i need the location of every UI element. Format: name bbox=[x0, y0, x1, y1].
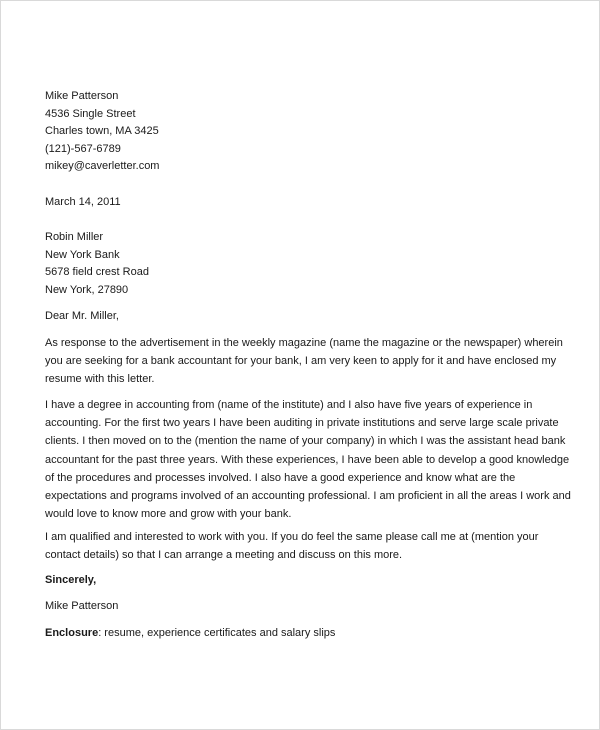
paragraph-line: I have a degree in accounting from (name of the institute) and I also have five years of experience in bbox=[45, 399, 533, 411]
sender-street: 4536 Single Street bbox=[45, 107, 136, 120]
enclosure-block bbox=[45, 625, 565, 643]
paragraph-2 bbox=[45, 396, 571, 523]
paragraph-3 bbox=[45, 528, 565, 564]
paragraph-line: of the procedures and processes involved. I also have a good experience and know what are the bbox=[45, 471, 516, 484]
enclosure-text: : resume, experience certificates and salary slips bbox=[98, 627, 336, 639]
sender-address bbox=[45, 88, 565, 176]
closing-block bbox=[45, 572, 565, 590]
salutation-block bbox=[45, 308, 565, 326]
recipient-company: New York Bank bbox=[45, 248, 120, 261]
paragraph-line: resume with this letter. bbox=[45, 373, 155, 386]
enclosure-label: Enclosure bbox=[45, 627, 99, 639]
paragraph-line: accounting. For the first two years I have been auditing in private institutions and serve large scale private bbox=[45, 417, 559, 430]
paragraph-line: accountant for the past three years. With these experiences, I have been able to develop a good knowledge bbox=[45, 453, 570, 466]
recipient-city: New York, 27890 bbox=[45, 283, 129, 296]
sender-email: mikey@caverletter.com bbox=[45, 160, 160, 172]
closing: Sincerely, bbox=[45, 574, 97, 586]
recipient-address bbox=[45, 229, 565, 299]
paragraph-line: you are seeking for a bank accountant for your bank, I am very keen to apply for it and have enclosed my bbox=[45, 355, 557, 368]
sender-city: Charles town, MA 3425 bbox=[45, 125, 159, 137]
paragraph-line: clients. I then moved on to the (mention the name of your company) in which I was the assistant head bank bbox=[45, 435, 566, 448]
paragraph-line: expectations and programs involved of an accounting professional. I am proficient in all the areas I work and bbox=[45, 490, 571, 503]
paragraph-1 bbox=[45, 334, 565, 389]
signature-block bbox=[45, 598, 565, 616]
paragraph-line: I am qualified and interested to work with you. If you do feel the same please call me at (mention your bbox=[45, 531, 539, 543]
recipient-street: 5678 field crest Road bbox=[45, 266, 149, 278]
recipient-name: Robin Miller bbox=[45, 231, 104, 243]
signature-name: Mike Patterson bbox=[45, 600, 119, 612]
paragraph-line: would love to know more and grow with your bank. bbox=[45, 508, 292, 521]
paragraph-line: As response to the advertisement in the weekly magazine (name the magazine or the newspaper) wherein bbox=[45, 337, 563, 349]
paragraph-line: contact details) so that I can arrange a meeting and discuss on this more. bbox=[45, 549, 403, 562]
salutation: Dear Mr. Miller, bbox=[45, 310, 119, 322]
letter-date-block bbox=[45, 194, 565, 212]
enclosure bbox=[45, 625, 565, 643]
sender-name: Mike Patterson bbox=[45, 90, 119, 102]
letter-date: March 14, 2011 bbox=[45, 196, 121, 208]
sender-phone: (121)-567-6789 bbox=[45, 142, 121, 155]
